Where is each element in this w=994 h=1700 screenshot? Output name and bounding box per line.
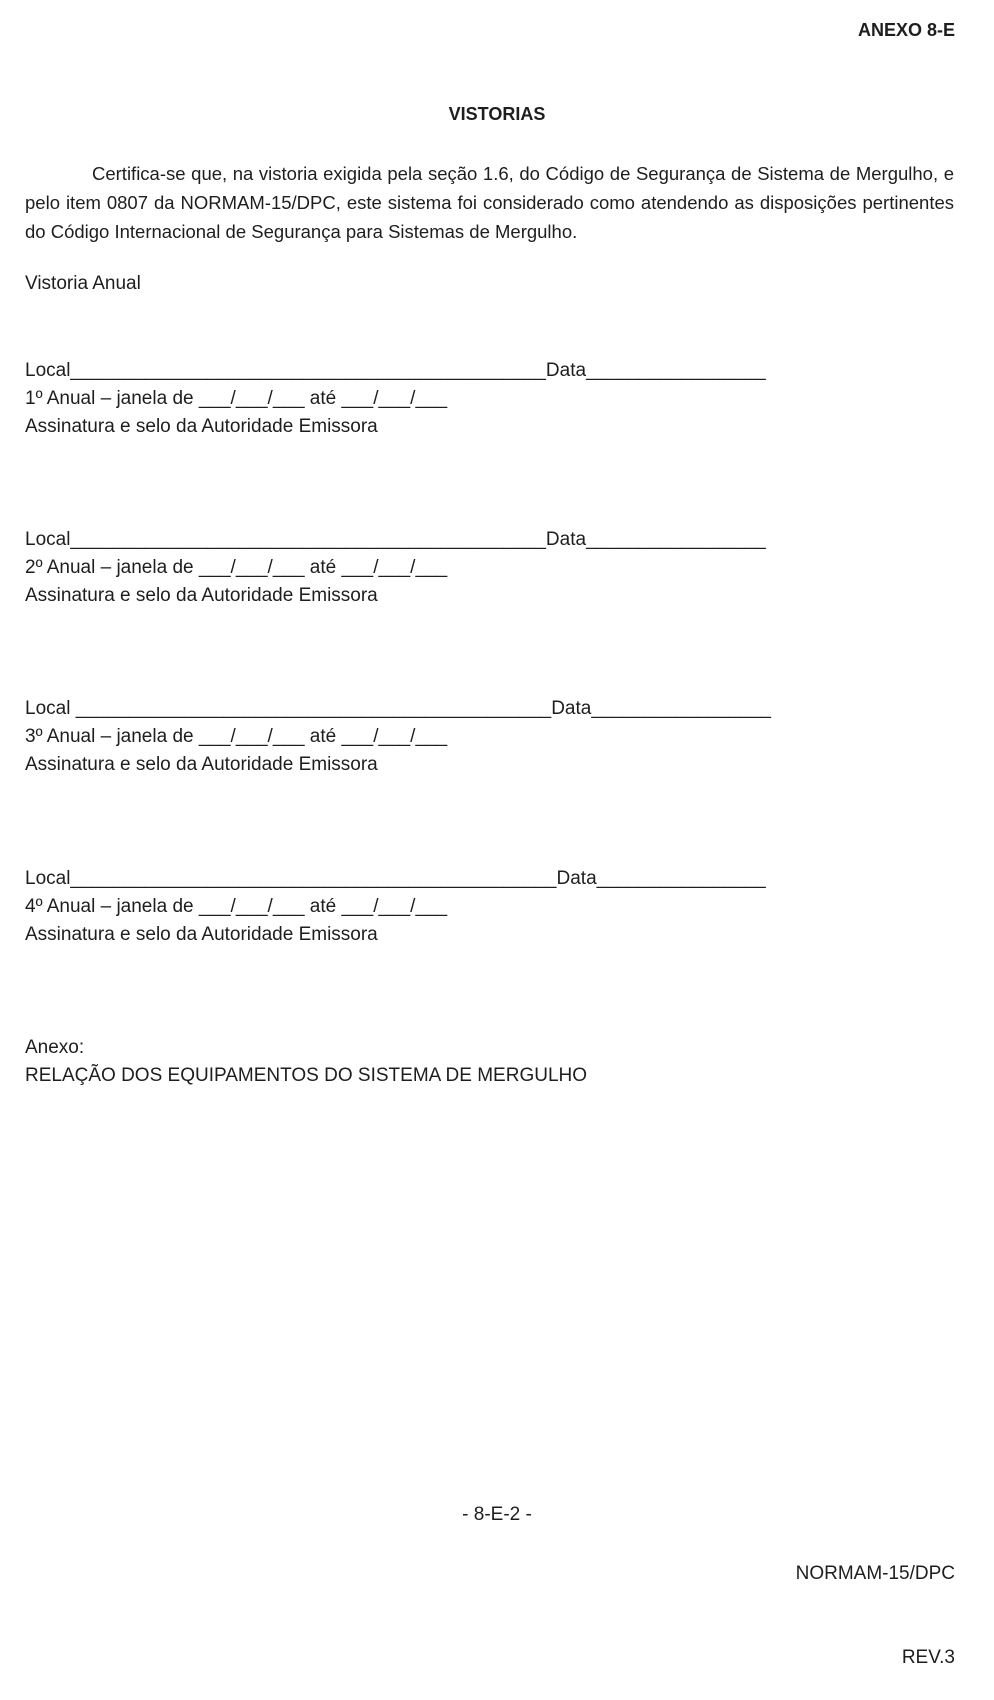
survey-3-signature: Assinatura e selo da Autoridade Emissora bbox=[25, 754, 378, 775]
survey-4-signature: Assinatura e selo da Autoridade Emissora bbox=[25, 924, 378, 945]
survey-1-signature: Assinatura e selo da Autoridade Emissora bbox=[25, 416, 378, 437]
intro-paragraph: Certifica-se que, na vistoria exigida pela seção 1.6, do Código de Segurança de Sistema de Mergulho, e pelo item 0807 da NORMAM-15/DPC, este sistema foi considerado como atendendo as disposições pertinentes do Código Internacional de Segurança para Sistemas de Mergulho. bbox=[25, 163, 954, 242]
survey-1-local-line: Local_____________________________________________Data_________________ bbox=[25, 360, 766, 381]
section-subtitle: Vistoria Anual bbox=[25, 273, 141, 294]
survey-4-window-line: 4º Anual – janela de ___/___/___ até ___/___/___ bbox=[25, 896, 448, 917]
page-number: - 8-E-2 - bbox=[462, 1504, 532, 1525]
survey-3-window-line: 3º Anual – janela de ___/___/___ até ___/___/___ bbox=[25, 726, 448, 747]
survey-1-window-line: 1º Anual – janela de ___/___/___ até ___/___/___ bbox=[25, 388, 448, 409]
annex-header: ANEXO 8-E bbox=[857, 20, 955, 40]
survey-2-local-line: Local_____________________________________________Data_________________ bbox=[25, 529, 766, 550]
survey-4-local-line: Local______________________________________________Data________________ bbox=[25, 868, 766, 889]
survey-3-local-line: Local _____________________________________________Data_________________ bbox=[25, 698, 771, 719]
footer-revision: REV.3 bbox=[901, 1647, 955, 1668]
annex-label: Anexo: bbox=[25, 1037, 85, 1058]
page-title: VISTORIAS bbox=[448, 104, 546, 124]
annex-item: RELAÇÃO DOS EQUIPAMENTOS DO SISTEMA DE MERGULHO bbox=[25, 1065, 588, 1086]
footer-doc-ref bbox=[796, 1504, 955, 1700]
footer-doc-name: NORMAM-15/DPC bbox=[795, 1563, 955, 1584]
survey-2-signature: Assinatura e selo da Autoridade Emissora bbox=[25, 585, 378, 606]
survey-2-window-line: 2º Anual – janela de ___/___/___ até ___/___/___ bbox=[25, 557, 448, 578]
